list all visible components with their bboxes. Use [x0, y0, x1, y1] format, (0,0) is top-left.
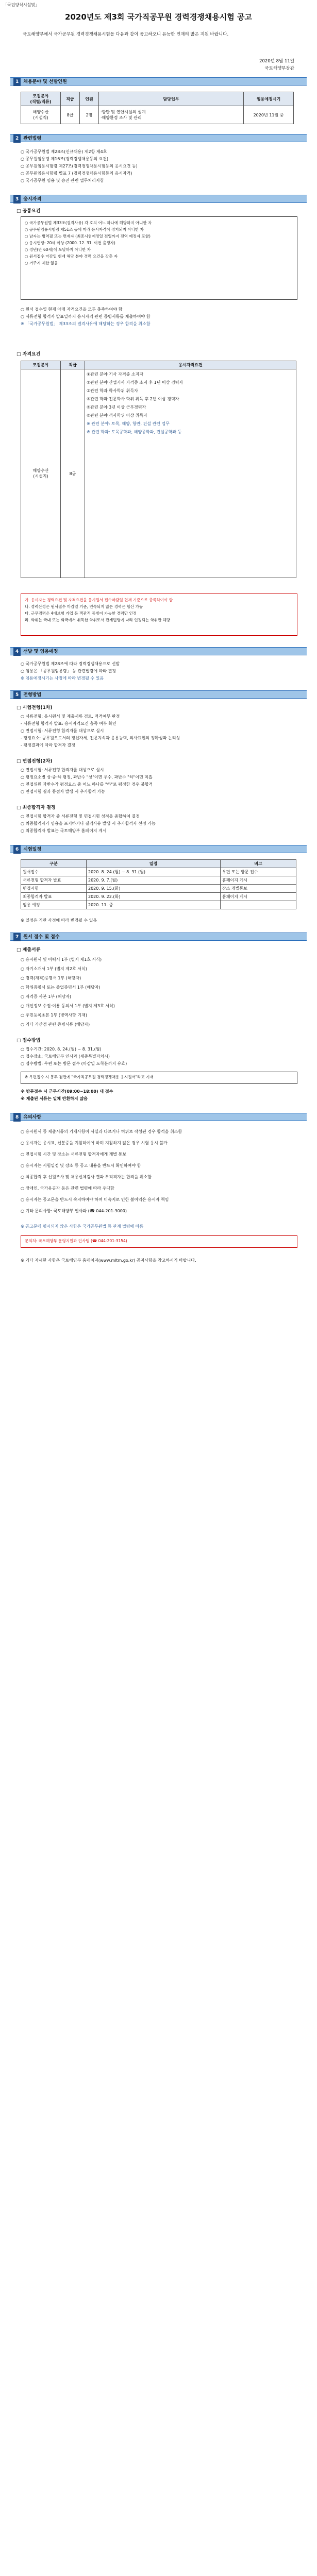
page-title: 2020년도 제3회 국가직공무원 경력경쟁채용시험 공고: [65, 12, 252, 22]
section-7-header: [10, 933, 307, 941]
td-duty: ·항만 및 연안시설의 설계 ·해양환경 조사 및 관리: [99, 106, 244, 124]
q-req: ①관련 분야 기사 자격증 소지자: [87, 372, 144, 377]
section-8-header: [10, 1113, 307, 1121]
td-s: 서류전형 합격자 발표: [21, 876, 87, 885]
td-s: 면접시험: [21, 885, 87, 893]
doc-item: ○ 주민등록초본 1부 (병역사항 기재): [21, 1013, 87, 1018]
s8-line: ○ 면접시험 시간 및 장소는 서류전형 합격자에게 개별 통보: [21, 1152, 127, 1157]
td-s: [221, 901, 296, 909]
section-4-number: 4: [13, 648, 21, 656]
schedule-note: ※ 일정은 기관 사정에 따라 변경될 수 있음: [21, 918, 97, 923]
schedule-row: [21, 885, 296, 893]
section-2-number: 2: [13, 134, 21, 143]
td-s: 우편 또는 방문 접수: [221, 868, 296, 876]
s8-box-text: 문의처: 국토해양부 운영지원과 인사팀 (☎ 044-201-3154): [25, 1239, 127, 1243]
s7-emph: ※ 방문접수 시 근무시간(09:00~18:00) 내 접수: [21, 1089, 113, 1094]
doc-item: ○ 경력(재직)증명서 1부 (해당자): [21, 976, 81, 980]
s8-line: ○ 기타 문의사항: 국토해양부 인사과 (☎ 044-201-3000): [21, 1209, 127, 1213]
s8-line: ○ 응시자는 응시표, 신분증을 지참하여야 하며 지참하지 않은 경우 시험 응시 불가: [21, 1141, 168, 1145]
laws-list: [21, 148, 299, 184]
method-item: ○ 접수방법: 우편 또는 방문 접수 (마감일 도착분까지 유효): [21, 1061, 127, 1066]
s5-sub3: □ 최종합격자 결정: [16, 805, 56, 810]
law-item: ○ 국가공무원 임용 및 승진 관련 업무처리지침: [21, 178, 104, 183]
law-item: ○ 국가공무원법 제28조(신규채용) 제2항 제4호: [21, 149, 107, 154]
td-s: 2020. 9. 15.(화): [87, 885, 221, 893]
s4-line: ○ 임용은 「공무원임용령」 등 관련법령에 따라 결정: [21, 669, 116, 673]
section-8-number: 8: [13, 1113, 21, 1122]
law-item: ○ 공무원임용시험령 별표 7 (경력경쟁채용시험등의 응시자격): [21, 171, 132, 176]
s5-sub2: □ 면접전형(2차): [16, 759, 53, 764]
s8-line: ○ 응시자는 시험일정 및 장소 등 공고 내용을 반드시 확인하여야 함: [21, 1163, 141, 1168]
section-2-title: 관련법령: [23, 136, 42, 141]
s8-line: ○ 장애인, 국가유공자 등은 관련 법령에 따라 우대함: [21, 1186, 114, 1191]
dateline: [259, 58, 294, 72]
s5-line: ○ 서류전형: 응시원서 및 제출서류 검토, 적격여부 판정: [21, 714, 120, 719]
td-s: 2020. 8. 24.(월) ~ 8. 31.(월): [87, 868, 221, 876]
td-s: 홈페이지 게시: [221, 893, 296, 901]
s8-line: ○ 응시자는 공고문을 반드시 숙지하여야 하며 미숙지로 인한 불이익은 응시자 책임: [21, 1197, 169, 1202]
section-6-header: [10, 845, 307, 853]
td-s: 원서접수: [21, 868, 87, 876]
s3-note-c: ※ 「국가공무원법」 제33조의 결격사유에 해당하는 경우 합격을 취소함: [21, 321, 151, 326]
section-5-number: 5: [13, 691, 21, 699]
s5-line: ○ 면접위원 과반수가 평정요소 중 어느 하나를 "하"로 평정한 경우 불합격: [21, 782, 153, 787]
s3-sub2: □ 자격요건: [16, 352, 41, 357]
s8-line: ○ 최종합격 후 신원조사 및 채용신체검사 결과 부적격자는 합격을 취소함: [21, 1175, 152, 1179]
req-line: ○ 국가공무원법 제33조(결격사유) 각 호의 어느 하나에 해당하지 아니한 자: [25, 221, 152, 225]
s8-line: ○ 응시원서 등 제출서류의 기재사항이 사실과 다르거나 허위로 작성된 경우 합격을 취소함: [21, 1129, 182, 1134]
s7-emph: ※ 제출된 서류는 일체 반환하지 않음: [21, 1096, 88, 1101]
req-line: ○ 공무원임용시험령 제51조 등에 따라 응시자격이 정지되지 아니한 자: [25, 227, 144, 232]
td-date: 2020년 11월 중: [244, 106, 294, 124]
th-q-field: 모집분야: [21, 361, 61, 369]
td-s: 2020. 11. 중: [87, 901, 221, 909]
notice-org: 국토해양부장관: [264, 66, 294, 71]
s5-line: ○ 면접시험 합격자 중 서류전형 및 면접시험 성적을 종합하여 결정: [21, 814, 140, 819]
req-line: ○ 원서접수 마감일 현재 해당 분야 경력 요건을 갖춘 자: [25, 254, 118, 259]
td-q-grade: 8급: [61, 369, 85, 578]
section-5-header: [10, 690, 307, 699]
s4-line: ○ 국가공무원법 제28조에 따라 경력경쟁채용으로 선발: [21, 662, 120, 666]
s5-line: ○ 면접시험: 서류전형 합격자를 대상으로 실시: [21, 728, 104, 733]
req-line: ○ 정년(만 60세)에 도달하지 아니한 자: [25, 247, 91, 252]
section-2-header: [10, 134, 307, 142]
td-s: 임용 예정: [21, 901, 87, 909]
s5-line: ○ 최종합격자 발표는 국토해양부 홈페이지 게시: [21, 828, 107, 833]
section-1-number: 1: [13, 78, 21, 86]
s5-line: ○ 면접시험: 서류전형 합격자를 대상으로 실시: [21, 768, 104, 772]
q-req: ②관련 분야 산업기사 자격증 소지 후 1년 이상 경력자: [87, 380, 183, 385]
th-grade: 직급: [61, 92, 80, 106]
section-1-title: 채용분야 및 선발인원: [23, 79, 67, 84]
doc-item: ○ 기타 가산점 관련 증빙서류 (해당자): [21, 1022, 90, 1027]
schedule-header: [21, 860, 296, 868]
section-4-header: [10, 647, 307, 655]
redbox-line: 나. 경력산정은 원서접수 마감일 기준, 연속되지 않은 경력은 합산 가능: [25, 604, 143, 609]
td-s: 홈페이지 게시: [221, 876, 296, 885]
section-5-title: 전형방법: [23, 692, 42, 698]
schedule-table: [21, 859, 296, 909]
recruit-table-row: [21, 106, 294, 124]
footer-note: ※ 기타 자세한 사항은 국토해양부 홈페이지(www.mltm.go.kr) 공지사항을 참고하시기 바랍니다.: [21, 1258, 196, 1263]
s5-line: ○ 면접시험 결과 동점자 발생 시 추가합격 가능: [21, 789, 105, 794]
req-line: ○ 응시연령: 20세 이상 (2000. 12. 31. 이전 출생자): [25, 241, 115, 245]
doc-item: ○ 학위증명서 또는 졸업증명서 1부 (해당자): [21, 985, 101, 990]
req-line: ○ 거주지 제한 없음: [25, 261, 58, 265]
s5-line: ○ 평정요소별 상·중·하 평정, 과반수 "상"이면 우수, 과반수 "하"이면 미흡: [21, 775, 153, 779]
redbox-line: 다. 근무경력은 4대보험 가입 등 객관적 증빙이 가능한 경력만 인정: [25, 611, 137, 616]
th-q-grade: 직급: [61, 361, 85, 369]
header-notice: 「국립양식시설및」: [3, 3, 40, 7]
td-s: 2020. 9. 22.(화): [87, 893, 221, 901]
s3-sub1: □ 공통요건: [16, 209, 41, 214]
recruit-table: [21, 92, 294, 124]
doc-item: ○ 자격증 사본 1부 (해당자): [21, 994, 72, 999]
recruit-table-header: [21, 92, 294, 106]
s3-requirements-list: [25, 219, 293, 266]
req-line: ○ 남자는 병역필 또는 면제자 (최종시험예정일 전일까지 전역 예정자 포함): [25, 234, 151, 239]
section-4-title: 선발 및 임용예정: [23, 649, 58, 654]
redbox-lines: [25, 597, 293, 623]
section-3-number: 3: [13, 195, 21, 204]
td-q-field: 해양수산 (시설직): [21, 369, 61, 578]
s3-notes: [21, 306, 299, 328]
s8-lines: [21, 1126, 299, 1217]
s5-line: - 평정요소: 공무원으로서의 정신자세, 전문지식과 응용능력, 의사표현의 정확성과 논리성: [21, 736, 180, 740]
schedule-row: [21, 868, 296, 876]
th-field: 모집분야 (직렬/직류): [21, 92, 61, 106]
qualification-row: [21, 369, 296, 578]
s3-note-b: ○ 서류전형 합격자 발표일까지 응시자격 관련 증빙서류를 제출하여야 함: [21, 314, 151, 319]
method-item: ○ 접수장소: 국토해양부 인사과 (세종특별자치시): [21, 1054, 110, 1059]
schedule-row: [21, 901, 296, 909]
th-s-stage: 구분: [21, 860, 87, 868]
s8-note: ※ 공고문에 명시되지 않은 사항은 국가공무원법 등 관계 법령에 따름: [21, 1224, 144, 1229]
section-3-title: 응시자격: [23, 197, 42, 202]
doc-item: ○ 응시원서 및 이력서 1부 (별지 제1호 서식): [21, 957, 102, 962]
schedule-row: [21, 876, 296, 885]
qualification-header: [21, 361, 296, 369]
th-date: 임용예정시기: [244, 92, 294, 106]
td-q-reqs: [85, 369, 296, 578]
s4-lines: [21, 660, 299, 682]
qualification-table: [21, 361, 296, 578]
q-req: ※ 관련 분야: 토목, 해양, 항만, 건설 관련 업무: [87, 421, 170, 426]
redbox-line: 라. 학위는 국내 또는 외국에서 취득한 학위로서 관계법령에 따라 인정되는 학위만 해당: [25, 618, 171, 622]
schedule-row: [21, 893, 296, 901]
doc-item: ○ 자기소개서 1부 (별지 제2호 서식): [21, 967, 87, 971]
section-8-title: 유의사항: [23, 1115, 42, 1120]
s4-line: ※ 임용예정시기는 사정에 따라 변경될 수 있음: [21, 676, 104, 681]
s5-line: - 평정결과에 따라 합격자 결정: [21, 743, 75, 748]
s7-emphasis: [21, 1088, 299, 1103]
q-req: ※ 관련 학과: 토목공학과, 해양공학과, 건설공학과 등: [87, 430, 182, 434]
s7-methods: [21, 1046, 299, 1067]
td-s: 최종합격자 발표: [21, 893, 87, 901]
notice-date: 2020년 8월 11일: [259, 59, 294, 64]
s3-note-a: ○ 원서 접수일 현재 아래 자격요건을 모두 충족하여야 함: [21, 307, 123, 312]
intro-text: 국토해양부에서 국가공무원 경력경쟁채용시험을 다음과 같이 공고하오니 유능한 인재의 많은 지원 바랍니다.: [23, 32, 229, 37]
td-field: 해양수산 (시설직): [21, 106, 61, 124]
s7-sub2: □ 접수방법: [16, 1038, 41, 1043]
q-req: ⑥관련 분야 석사학위 이상 취득자: [87, 413, 147, 418]
law-item: ○ 공무원임용시험령 제27조(경력경쟁채용시험등의 응시요건 등): [21, 164, 138, 168]
s5-line: ○ 최종합격자가 임용을 포기하거나 결격사유 발생 시 추가합격자 선정 가능: [21, 821, 156, 826]
section-7-title: 원서 접수 및 접수: [23, 935, 60, 940]
td-grade: 8급: [61, 106, 80, 124]
section-7-number: 7: [13, 933, 21, 941]
q-req: ④관련 학과 전문학사 학위 취득 후 2년 이상 경력자: [87, 397, 179, 401]
td-s: 2020. 9. 7.(월): [87, 876, 221, 885]
redbox-line: 가. 응시자는 경력요건 및 자격요건을 응시원서 접수마감일 현재 기준으로 충족하여야 함: [25, 598, 173, 602]
q-req: ③관련 학과 학사학위 취득자: [87, 388, 138, 393]
s5-line: - 서류전형 합격자 발표: 응시자격요건 충족 여부 확인: [21, 721, 116, 726]
th-q-reqs: 응시자격요건: [85, 361, 296, 369]
th-s-note: 비고: [221, 860, 296, 868]
th-duty: 담당업무: [99, 92, 244, 106]
section-6-number: 6: [13, 845, 21, 854]
s7-box-note: ※ 우편접수 시 봉투 겉면에 "국가직공무원 경력경쟁채용 응시원서"라고 기재: [25, 1075, 154, 1079]
law-item: ○ 공무원임용령 제16조(경력경쟁채용등의 요건): [21, 157, 109, 161]
s7-docs: [21, 955, 299, 1029]
section-6-title: 시험일정: [23, 847, 42, 852]
s5-lines3: [21, 813, 299, 835]
s5-lines2: [21, 767, 299, 795]
td-count: 2명: [80, 106, 99, 124]
q-req: ⑤관련 분야 3년 이상 근무경력자: [87, 405, 146, 410]
th-s-date: 일정: [87, 860, 221, 868]
td-s: 장소 개별통보: [221, 885, 296, 893]
method-item: ○ 접수기간: 2020. 8. 24.(월) ~ 8. 31.(월): [21, 1047, 102, 1052]
s5-lines1: [21, 713, 299, 749]
th-count: 인원: [80, 92, 99, 106]
doc-item: ○ 개인정보 수집·이용 동의서 1부 (별지 제3호 서식): [21, 1004, 115, 1008]
s7-sub1: □ 제출서류: [16, 947, 41, 953]
section-3-header: [10, 195, 307, 203]
section-1-header: [10, 77, 307, 86]
s5-sub1: □ 시험전형(1차): [16, 705, 53, 710]
